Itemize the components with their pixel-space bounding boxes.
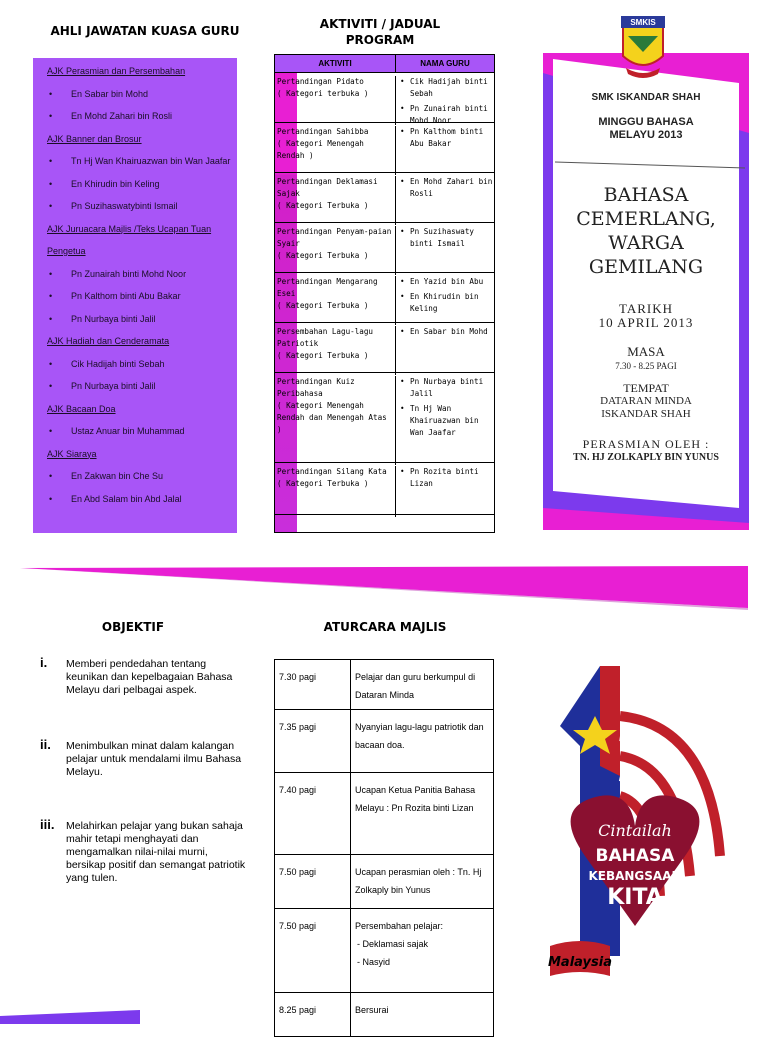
committee-member-name: En Mohd Zahari bin Rosli [71,111,173,121]
program-title: AKTIVITI / JADUAL PROGRAM [319,17,441,47]
program-row [275,273,494,323]
agenda-item-text: Ucapan perasmian oleh : Tn. Hj Zolkaply bin Yunus [355,867,482,895]
committee-member [61,111,172,121]
objective-text: Menimbulkan minat dalam kalangan pelajar untuk mendalami ilmu Bahasa Melayu. [66,740,242,778]
agenda-item [351,993,494,1037]
program-table [274,54,495,533]
committee-member-name: Pn Kalthom binti Abu Bakar [71,291,181,301]
program-teachers [395,276,493,325]
program-activity: Pertandingan Deklamasi Sajak ( Kategori Terbuka ) [277,177,378,210]
committee-member-name: En Sabar bin Mohd [71,88,149,99]
program-row [275,323,494,373]
committee-member-name: En Zakwan bin Che Su [71,471,164,481]
program-teacher-name: • Pn Nurbaya binti Jalil [400,376,493,400]
program-teachers [395,226,493,275]
committee-group-heading: AJK Siaraya [47,448,97,459]
committee-title: AHLI JAWATAN KUASA GURU [50,24,240,38]
committee-member-name: En Abd Salam bin Abd Jalal [71,493,182,504]
time-block [543,345,749,373]
agenda-time: 7.40 pagi [275,773,351,855]
program-activity: Pertandingan Pidato ( Kategori terbuka ) [277,77,369,98]
agenda-row [275,710,494,773]
agenda-row [275,660,494,710]
program-activity: Pertandingan Silang Kata ( Kategori Terbuka ) [277,467,387,488]
committee-member [61,269,186,279]
agenda-time: 7.50 pagi [275,909,351,993]
program-row [275,373,494,463]
emblem-script: Cintailah [598,821,672,840]
program-row [275,463,494,515]
bottom-band [0,1008,140,1024]
objective-number: i. [40,655,48,670]
committee-member-name: En Khirudin bin Keling [71,178,160,189]
program-teachers [395,326,493,375]
column-header-activity: AKTIVITI [318,59,352,68]
program-row [275,223,494,273]
agenda-item-text: Persembahan pelajar: [355,921,444,931]
agenda-item [351,773,494,855]
date-label: TARIKH [618,301,674,316]
venue-block [543,382,749,421]
officiator-name: TN. HJ ZOLKAPLY BIN YUNUS [573,452,719,463]
program-teachers [395,466,493,517]
committee-group-heading: AJK Banner dan Brosur [47,133,142,144]
agenda-item [351,660,494,710]
crest-text: SMKIS [630,18,656,27]
committee-member [61,381,156,391]
objective-number: iii. [40,817,55,832]
committee-group-heading: AJK Perasmian dan Persembahan [47,66,186,76]
program-teachers [395,176,497,225]
date-value: 10 APRIL 2013 [598,315,694,330]
event-theme: BAHASA CEMERLANG, WARGA GEMILANG [576,184,716,278]
program-teacher-name: • Tn Hj Wan Khairuazwan bin Wan Jaafar [400,403,493,439]
agenda-item-text: Bersurai [355,1005,389,1015]
time-value: 7.30 - 8.25 PAGI [615,361,677,371]
program-activity: Pertandingan Kuiz Peribahasa ( Kategori Menengah Rendah dan Menengah Atas ) [277,377,387,434]
divider-band [0,560,768,620]
agenda-item [351,909,494,993]
program-activity: Persembahan Lagu-lagu Patriotik ( Kategori Terbuka ) [277,327,374,360]
committee-member [61,89,148,99]
agenda-time: 8.25 pagi [275,993,351,1037]
emblem-line3: KITA [607,885,663,910]
agenda-sub-item: - Nasyid [357,957,391,967]
event-title: MINGGU BAHASA MELAYU 2013 [598,116,694,141]
agenda-item-text: Pelajar dan guru berkumpul di Dataran Minda [355,672,476,700]
language-month-emblem [540,656,730,986]
committee-panel [33,58,237,533]
officiator-label: PERASMIAN OLEH : [582,437,710,451]
committee-member-name: Pn Nurbaya binti Jalil [71,381,156,391]
committee-member [61,291,181,301]
column-header-teacher: NAMA GURU [395,55,494,72]
agenda-sub-item: - Deklamasi sajak [357,939,429,949]
program-activity: Pertandingan Mengarang Esei ( Kategori Terbuka ) [277,277,378,310]
venue-value: DATARAN MINDA ISKANDAR SHAH [600,395,692,420]
program-teachers [395,76,493,125]
program-row [275,123,494,173]
cover-divider [555,160,745,170]
program-teacher-name: • En Khirudin bin Keling [400,291,493,315]
program-header-row [275,55,494,73]
committee-member-name: Tn Hj Wan Khairuazwan bin Wan Jaafar [71,156,231,166]
officiator-block [543,437,749,465]
committee-group-heading-cont: Pengetua [47,246,86,256]
agenda-item [351,710,494,773]
program-teacher-name: • Pn Rozita binti Lizan [400,466,493,490]
agenda-item-text: Nyanyian lagu-lagu patriotik dan bacaan doa. [355,722,484,750]
committee-group-heading: AJK Hadiah dan Cenderamata [47,336,170,346]
committee-member [61,179,160,189]
program-teacher-name: • Pn Zunairah binti Mohd Noor [400,103,493,127]
committee-member-name: Pn Nurbaya binti Jalil [71,313,156,324]
agenda-row [275,855,494,909]
time-label: MASA [627,344,665,359]
committee-member-name: Pn Zunairah binti Mohd Noor [71,268,187,279]
agenda-item [351,855,494,909]
committee-member [61,156,230,166]
date-block [543,302,749,330]
emblem-line2: KEBANGSAAN [588,869,682,883]
agenda-table [274,659,494,1037]
program-activity: Pertandingan Sahibba ( Kategori Menengah Rendah ) [277,127,369,160]
program-teacher-name: • Cik Hadijah binti Sebah [400,76,493,100]
agenda-time: 7.30 pagi [275,660,351,710]
agenda-row [275,909,494,993]
program-teacher-name: • En Sabar bin Mohd [400,326,493,338]
agenda-time: 7.35 pagi [275,710,351,773]
committee-member [61,426,185,436]
program-row [275,73,494,123]
agenda-row [275,993,494,1037]
agenda-title: ATURCARA MAJLIS [323,620,447,634]
objective-number: ii. [40,737,51,752]
program-teacher-name: • En Mohd Zahari bin Rosli [400,176,493,200]
committee-group-heading: AJK Bacaan Doa [47,403,116,414]
venue-label: TEMPAT [623,381,669,395]
committee-member-name: Pn Suzihaswatybinti Ismail [71,201,178,211]
committee-member [61,494,182,504]
committee-member [61,201,178,211]
committee-member [61,314,156,324]
program-teacher-name: • Pn Kalthom binti Abu Bakar [400,126,493,150]
agenda-row [275,773,494,855]
program-teachers [395,376,493,465]
program-row [275,173,497,223]
committee-member-name: Ustaz Anuar bin Muhammad [71,426,185,436]
program-teachers [395,126,493,175]
emblem-country: Malaysia [548,955,612,970]
committee-member [61,471,163,481]
agenda-item-text: Ucapan Ketua Panitia Bahasa Melayu : Pn Rozita binti Lizan [355,785,476,813]
emblem-line1: BAHASA [595,846,675,866]
committee-member-name: Cik Hadijah binti Sebah [71,358,165,369]
objectives-title: OBJEKTIF [101,620,165,634]
program-teacher-name: • Pn Suzihaswaty binti Ismail [400,226,493,250]
agenda-time: 7.50 pagi [275,855,351,909]
program-teacher-name: • En Yazid bin Abu [400,276,493,288]
school-name: SMK ISKANDAR SHAH [591,92,701,103]
committee-group-heading: AJK Juruacara Majlis /Teks Ucapan Tuan [47,223,212,234]
objective-text: Melahirkan pelajar yang bukan sahaja mahir tetapi menghayati dan mengamalkan nilai-nilai murni, bersikap positif dan semangat patriotik yang tulen. [66,820,246,884]
program-activity: Pertandingan Penyam-paian Syair ( Kategori Terbuka ) [277,227,392,260]
objective-text: Memberi pendedahan tentang keunikan dan kepelbagaian Bahasa Melayu dari pelbagai aspek. [66,658,233,696]
committee-member [61,359,165,369]
school-crest-icon [618,12,668,82]
